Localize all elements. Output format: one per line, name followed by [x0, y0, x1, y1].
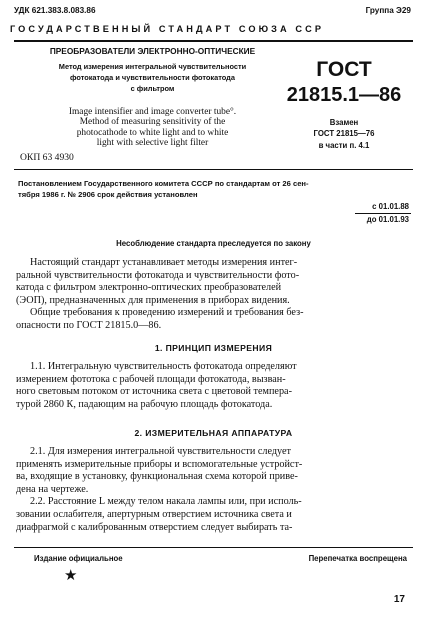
- decree-line-1: Постановлением Государственного комитета СССР по стандартам от 26 сен-: [18, 179, 309, 188]
- header-rule: [14, 40, 413, 42]
- subtitle-line: Метод измерения интегральной чувствительности: [58, 62, 247, 71]
- effective-from: с 01.01.88: [372, 202, 409, 211]
- date-divider: [355, 213, 411, 214]
- main-title: ПРЕОБРАЗОВАТЕЛИ ЭЛЕКТРОННО-ОПТИЧЕСКИЕ: [49, 46, 256, 56]
- subtitle-line: фотокатода и чувствительности фотокатода: [70, 73, 235, 82]
- subtitle-line: с фильтром: [130, 84, 175, 93]
- text-line: Общие требования к проведению измерений и требования без-: [30, 307, 304, 319]
- text-line: зовании ослабителя, апертурным отверстием источника света и: [16, 508, 292, 520]
- gost-number: 21815.1—86: [286, 84, 402, 106]
- section-2-heading: 2. ИЗМЕРИТЕЛЬНАЯ АППАРАТУРА: [134, 428, 293, 438]
- text-line: ва, входящие в установку, функциональная схема которой приве-: [16, 471, 298, 483]
- text-line: применять измерительные приборы и вспомогательные устройст-: [16, 458, 303, 470]
- law-warning: Несоблюдение стандарта преследуется по закону: [116, 239, 311, 248]
- text-line: диафрагмой с калиброванным отверстием следует выбирать та-: [16, 521, 293, 533]
- gost-label: ГОСТ: [316, 58, 372, 81]
- replaces-label: Взамен: [329, 118, 359, 127]
- english-line: photocathode to white light and to white: [76, 127, 229, 138]
- effective-to: до 01.01.93: [366, 215, 409, 224]
- text-line: катода с фильтром электронно-оптических преобразователей: [16, 282, 282, 294]
- intro-paragraph: [16, 257, 408, 333]
- text-line: ного световым потоком от источника света с цветовой темпера-: [16, 386, 292, 398]
- english-line: Image intensifier and image converter tube°.: [68, 107, 237, 117]
- okp-code: ОКП 63 4930: [20, 152, 74, 163]
- section-1-heading: 1. ПРИНЦИП ИЗМЕРЕНИЯ: [154, 343, 273, 353]
- text-line: 1.1. Интегральную чувствительность фотокатода определяют: [30, 361, 297, 372]
- subtitle: [40, 61, 265, 94]
- text-line: 2.2. Расстояние L между телом накала лампы или, при исполь-: [30, 496, 302, 508]
- replaces-gost: ГОСТ 21815—76: [313, 129, 375, 138]
- replaces-part: в части п. 4.1: [318, 141, 370, 150]
- section-2-text: [16, 446, 408, 534]
- text-line: ральной чувствительности фотокатода и чувствительности фото-: [16, 269, 300, 281]
- reprint-prohibited: Перепечатка воспрещена: [308, 554, 407, 563]
- english-line: Method of measuring sensitivity of the: [79, 117, 226, 128]
- standard-banner: ГОСУДАРСТВЕННЫЙ СТАНДАРТ СОЮЗА ССР: [10, 24, 325, 34]
- english-line: light with selective light filter: [96, 137, 209, 148]
- udk-code: УДК 621.383.8.083.86: [14, 6, 96, 15]
- official-edition: Издание официальное: [34, 554, 123, 563]
- text-line: опасности по ГОСТ 21815.0—86.: [16, 319, 162, 331]
- text-line: дена на чертеже.: [16, 483, 89, 495]
- text-line: Настоящий стандарт устанавливает методы измерения интег-: [30, 257, 298, 268]
- page-number: 17: [393, 594, 405, 605]
- english-title: [40, 107, 265, 148]
- text-line: турой 2860 К, падающим на рабочую площадь фотокатода.: [16, 398, 273, 410]
- title-rule: [14, 169, 413, 170]
- decree-line-2: тября 1986 г. № 2906 срок действия установлен: [18, 190, 198, 199]
- section-1-text: [16, 361, 408, 411]
- text-line: измерением фототока с рабочей площади фотокатода, вызван-: [16, 373, 286, 385]
- footer-rule: [14, 547, 413, 548]
- text-line: 2.1. Для измерения интегральной чувствительности следует: [30, 446, 291, 457]
- text-line: (ЭОП), предназначенных для применения в приборах видения.: [16, 294, 290, 306]
- decree-text: [18, 178, 410, 200]
- group-code: Группа Э29: [365, 6, 411, 15]
- star-icon: ★: [64, 567, 78, 584]
